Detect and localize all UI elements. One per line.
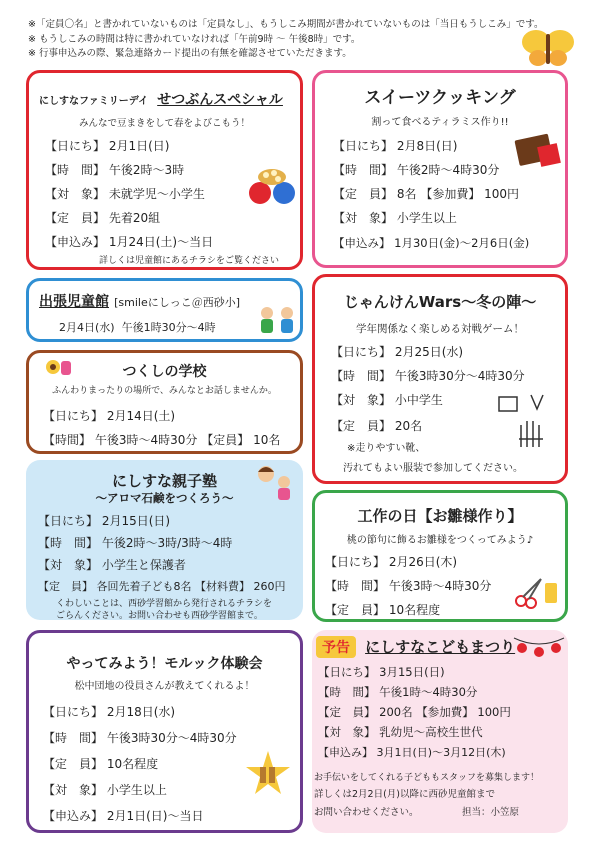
target-key: 【対 象】 — [318, 725, 376, 739]
capacity-key: 【定 員】 — [318, 705, 376, 719]
date-key: 【日にち】 — [38, 514, 99, 528]
note-line: ※ もうしこみの時間は特に書かれていなければ「午前9時 ～ 午後8時」です。 — [28, 33, 361, 45]
shutcho-time: 午後1時30分～4時 — [121, 321, 216, 334]
date-value: 2月18日(水) — [106, 705, 176, 719]
molokku-section — [26, 630, 303, 833]
capacity-key: 【定 員】 — [333, 187, 394, 201]
hand-sign-icon — [491, 389, 563, 453]
janken-subtitle: 学年関係なく楽しめる対戦ゲーム！ — [356, 323, 524, 335]
matsuri-contact: 担当：小笠原 — [462, 807, 520, 818]
matsuri-note3: お問い合わせください。 — [314, 807, 419, 818]
setsubun-subtitle: みんなで豆まきをして春をよびこもう！ — [78, 118, 250, 129]
capacity-value: 10名程度 — [106, 757, 159, 771]
target-key: 【対 象】 — [333, 211, 394, 225]
time-value: 午後2時～3時 — [108, 163, 185, 177]
fee-key: 【参加費】 — [420, 187, 481, 201]
oyako-section — [26, 460, 303, 620]
capacity-key: 【定 員】 — [45, 211, 106, 225]
note-line: ※「定員〇名」と書かれていないものは「定員なし」、もうしこみ期間が書かれていないものは「当日もうしこみ」です。 — [28, 19, 544, 30]
date-key: 【日にち】 — [318, 665, 376, 679]
family-day-label: にしすなファミリーデイ — [39, 96, 149, 107]
setsubun-title: せつぶんスペシャル — [157, 92, 283, 108]
shutcho-title: 出張児童館 — [39, 294, 109, 310]
time-key: 【時間】 — [43, 433, 92, 447]
material-value: 260円 — [253, 580, 286, 593]
target-value: 小学生以上 — [106, 783, 167, 797]
capacity-value: 20名 — [394, 419, 423, 433]
time-value: 午後3時～4時30分 — [388, 579, 492, 593]
time-value: 午後3時30分～4時30分 — [106, 731, 237, 745]
time-key: 【時 間】 — [45, 163, 106, 177]
capacity-value: 10名程度 — [388, 603, 441, 617]
sweets-section — [312, 70, 568, 268]
time-value: 午後3時30分～4時30分 — [394, 369, 525, 383]
date-value: 2月8日(日) — [396, 139, 458, 153]
target-key: 【対 象】 — [38, 558, 99, 572]
children-icon — [255, 305, 299, 337]
time-value: 午後2時～3時/3時～4時 — [101, 536, 233, 550]
time-key: 【時 間】 — [43, 731, 104, 745]
date-value: 3月15日(日) — [379, 665, 445, 679]
date-value: 2月25日(水) — [394, 345, 464, 359]
parent-child-icon — [252, 464, 296, 504]
setsubun-note: 詳しくは児童館にあるチラシをご覧ください — [99, 256, 280, 266]
date-key: 【日にち】 — [325, 555, 386, 569]
date-key: 【日にち】 — [45, 139, 106, 153]
date-value: 2月15日(日) — [101, 514, 171, 528]
time-key: 【時 間】 — [333, 163, 394, 177]
target-value: 小学生と保護者 — [101, 558, 186, 572]
shutcho-date: 2月4日(水) — [59, 321, 115, 334]
time-key: 【時 間】 — [331, 369, 392, 383]
target-value: 乳幼児～高校生世代 — [379, 725, 483, 739]
tsukushi-section — [26, 350, 303, 454]
sweets-title: スイーツクッキング — [364, 88, 516, 108]
capacity-value: 10名 — [253, 433, 281, 447]
chocolate-icon — [513, 131, 563, 171]
preview-badge: 予告 — [316, 636, 356, 658]
material-key: 【材料費】 — [195, 580, 250, 593]
capacity-key: 【定員】 — [201, 433, 250, 447]
capacity-key: 【定 員】 — [38, 580, 93, 593]
matsuri-note2: 詳しくは2月2日(月)以降に西砂児童館まで — [314, 789, 496, 800]
time-key: 【時 間】 — [325, 579, 386, 593]
date-key: 【日にち】 — [331, 345, 392, 359]
oyako-subtitle: ～アロマ石鹸をつくろう～ — [95, 491, 234, 505]
target-value: 小中学生 — [394, 393, 443, 407]
time-value: 午後1時～4時30分 — [379, 685, 478, 699]
tsukushi-title: つくしの学校 — [122, 364, 207, 380]
notes — [28, 18, 558, 62]
setsubun-section — [26, 70, 303, 270]
fee-key: 【参加費】 — [416, 705, 474, 719]
capacity-key: 【定 員】 — [331, 419, 392, 433]
shutcho-section — [26, 278, 303, 342]
janken-note1: ※走りやすい靴、 — [347, 443, 426, 454]
matsuri-title: にしすなこどもまつり — [365, 638, 516, 656]
capacity-key: 【定 員】 — [325, 603, 386, 617]
target-key: 【対 象】 — [45, 187, 106, 201]
capacity-value: 8名 — [396, 187, 417, 201]
time-value: 午後3時～4時30分 — [94, 433, 198, 447]
date-value: 2月1日(日) — [108, 139, 170, 153]
time-value: 午後2時～4時30分 — [396, 163, 500, 177]
capacity-value: 各回先着子ども8名 — [96, 580, 192, 593]
janken-section — [312, 274, 568, 484]
target-value: 未就学児～小学生 — [108, 187, 205, 201]
apply-key: 【申込み】 — [318, 746, 373, 759]
date-value: 2月26日(木) — [388, 555, 458, 569]
kosaku-section — [312, 490, 568, 622]
capacity-value: 200名 — [379, 705, 413, 719]
matsuri-note1: お手伝いをしてくれる子どももスタッフを募集します！ — [314, 773, 540, 783]
oyako-title: にしすな親子塾 — [111, 472, 217, 490]
apply-value: 2月1日(日)～当日 — [106, 809, 204, 823]
janken-note2: 汚れてもよい服装で参加してください。 — [343, 463, 523, 474]
apply-value: 1月30日(金)～2月6日(金) — [394, 236, 530, 250]
oni-mask-icon — [244, 161, 300, 213]
date-value: 2月14日(土) — [106, 409, 176, 423]
janken-title: じゃんけんWars～冬の陣～ — [343, 293, 537, 311]
oyako-note2: ごらんください。お問い合わせも西砂学習館まで。 — [56, 611, 263, 620]
kosaku-title: 工作の日【お雛様作り】 — [357, 507, 523, 525]
sunflower-icon — [43, 357, 73, 381]
time-key: 【時 間】 — [318, 685, 376, 699]
kosaku-subtitle: 桃の節句に飾るお雛様をつくってみよう♪ — [346, 535, 534, 546]
craft-tools-icon — [511, 573, 563, 613]
fee-value: 100円 — [477, 705, 511, 719]
molkky-pins-icon — [243, 749, 293, 799]
date-key: 【日にち】 — [43, 409, 104, 423]
target-key: 【対 象】 — [331, 393, 392, 407]
capacity-value: 先着20組 — [108, 211, 161, 225]
date-key: 【日にち】 — [43, 705, 104, 719]
apply-value: 1月24日(土)～当日 — [108, 235, 214, 249]
molokku-title: やってみよう！モルック体験会 — [66, 656, 263, 672]
tsukushi-subtitle: ふんわりまったりの場所で、みんなとお話しませんか。 — [52, 386, 277, 396]
butterfly-icon — [520, 24, 576, 68]
fee-value: 100円 — [484, 187, 520, 201]
shutcho-place: [smileにしっこ＠西砂小] — [114, 296, 241, 309]
oyako-note1: くわしいことは、西砂学習館から発行されるチラシを — [56, 599, 273, 609]
time-key: 【時 間】 — [38, 536, 99, 550]
molokku-subtitle: 松中団地の役員さんが教えてくれるよ！ — [74, 681, 255, 692]
apply-key: 【申込み】 — [43, 809, 104, 823]
date-key: 【日にち】 — [333, 139, 394, 153]
target-key: 【対 象】 — [43, 783, 104, 797]
apply-value: 3月1日(日)～3月12日(木) — [376, 746, 506, 759]
target-value: 小学生以上 — [396, 211, 457, 225]
capacity-key: 【定 員】 — [43, 757, 104, 771]
matsuri-section — [312, 630, 568, 833]
lanterns-icon — [512, 632, 566, 662]
sweets-subtitle: 割って食べるティラミス作り!! — [371, 117, 509, 128]
note-line: ※ 行事申込みの際、緊急連絡カード提出の有無を確認させていただきます。 — [28, 48, 352, 60]
apply-key: 【申込み】 — [333, 236, 391, 250]
apply-key: 【申込み】 — [45, 235, 106, 249]
